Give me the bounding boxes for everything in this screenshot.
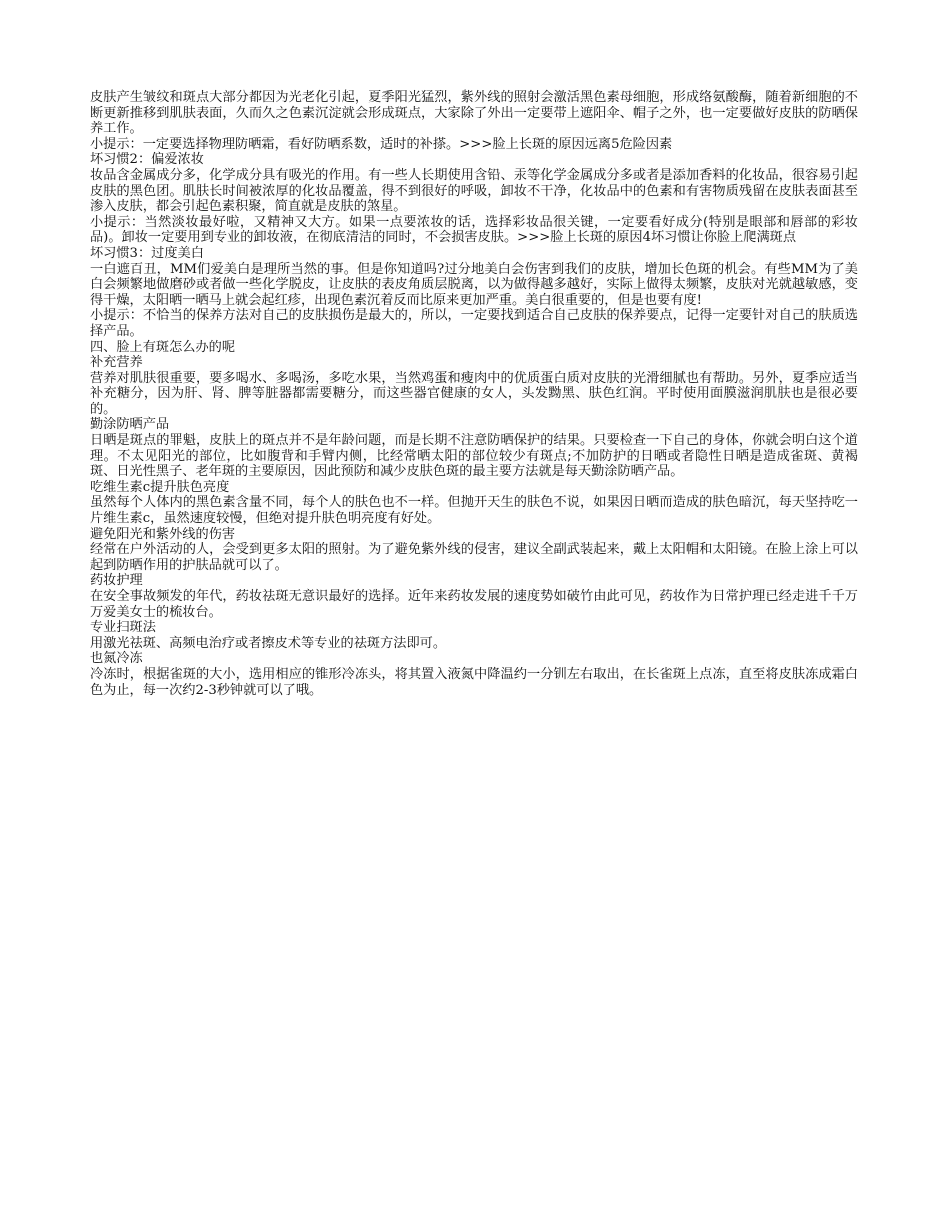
heading-bad-habit-3: 坏习惯3：过度美白 [90,245,204,261]
heading-section-4: 四、脸上有斑怎么办的呢 [90,339,236,355]
tip-skincare: 小提示：不恰当的保养方法对自己的皮肤损伤是最大的，所以，一定要找到适合自己皮肤的保养要点，记得一定要针对自己的肤质选择产品。 [90,308,858,339]
heading-avoid-uv: 避免阳光和紫外线的伤害 [90,526,236,542]
tip-sunscreen: 小提示：一定要选择物理防晒霜，看好防晒系数，适时的补搽。>>>脸上长斑的原因远离5危险因素 [90,136,673,152]
paragraph-cryotherapy: 冷冻时，根据雀斑的大小，选用相应的锥形冷冻头，将其置入液氮中降温约一分钏左右取出，在长雀斑上点冻，直至将皮肤冻成霜白色为止，每一次约2-3秒钟就可以了哦。 [90,666,858,698]
paragraph-avoid-uv: 经常在户外活动的人，会受到更多太阳的照射。为了避免紫外线的侵害，建议全副武装起来，戴上太阳帽和太阳镜。在脸上涂上可以起到防晒作用的护肤品就可以了。 [90,542,858,573]
document-body [90,90,858,698]
paragraph-cosmeceutical: 在安全事故频发的年代，药妆祛斑无意识最好的选择。近年来药妆发展的速度势如破竹由此可见，药妆作为日常护理已经走进千千万万爱美女士的梳妆台。 [90,589,858,620]
paragraph-vitamin-c: 虽然每个人体内的黑色素含量不同，每个人的肤色也不一样。但抛开天生的肤色不说，如果因日晒而造成的肤色暗沉，每天坚持吃一片维生素c，虽然速度较慢，但绝对提升肤色明亮度有好处。 [90,495,858,527]
paragraph-photoaging: 皮肤产生皱纹和斑点大部分都因为光老化引起，夏季阳光猛烈，紫外线的照射会激活黑色素母细胞，形成络氨酸酶，随着新细胞的不断更新推移到肌肤表面，久而久之色素沉淀就会形成斑点，大家除了外出一定要带上遮阳伞、帽子之外，也一定要做好皮肤的防晒保养工作。 [90,90,858,137]
paragraph-sunscreen: 日晒是斑点的罪魁，皮肤上的斑点并不是年龄问题，而是长期不注意防晒保护的结果。只要检查一下自己的身体，你就会明白这个道理。不太见阳光的部位，比如腹背和手臂内侧，比经常晒太阳的部位较少有斑点;不加防护的日晒或者隐性日晒是造成雀斑、黄褐斑、日光性黑子、老年斑的主要原因，因此预防和减少皮肤色斑的最主要方法就是每天勤涂防晒产品。 [90,433,858,480]
paragraph-professional: 用激光祛斑、高频电治疗或者擦皮术等专业的祛斑方法即可。 [90,635,447,651]
heading-cryotherapy: 也氮冷冻 [90,651,143,667]
paragraph-nutrition: 营养对肌肤很重要，要多喝水、多喝汤，多吃水果，当然鸡蛋和瘦肉中的优质蛋白质对皮肤的光滑细腻也有帮助。另外，夏季应适当补充糖分，因为肝、肾、脾等脏器都需要糖分，而这些器官健康的女人，头发黝黑、肤色红润。平时使用面膜滋润肌肤也是很必要的。 [90,370,858,417]
paragraph-over-whitening: 一白遮百丑，MM们爱美白是理所当然的事。但是你知道吗?过分地美白会伤害到我们的皮肤，增加长色斑的机会。有些MM为了美白会频繁地做磨砂或者做一些化学脱皮，让皮肤的表皮角质层脱离，以为做得越多越好，实际上做得太频繁，皮肤对光就越敏感，变得干燥，太阳晒一晒马上就会起红疹，出现色素沉着反而比原来更加严重。美白很重要的，但是也要有度! [90,261,858,308]
paragraph-heavy-makeup: 妆品含金属成分多，化学成分具有吸光的作用。有一些人长期使用含铅、汞等化学金属成分多或者是添加香料的化妆品，很容易引起皮肤的黑色团。肌肤长时间被浓厚的化妆品覆盖，得不到很好的呼吸，卸妆不干净，化妆品中的色素和有害物质残留在皮肤表面甚至渗入皮肤，都会引起色素积聚，简直就是皮肤的煞星。 [90,167,858,215]
heading-cosmeceutical: 药妆护理 [90,573,143,589]
tip-light-makeup: 小提示：当然淡妆最好啦，又精神又大方。如果一点要浓妆的话，选择彩妆品很关键，一定要看好成分(特别是眼部和唇部的彩妆品)。卸妆一定要用到专业的卸妆液，在彻底清洁的同时，不会损害皮肤。>>>脸上长斑的原因4坏习惯让你脸上爬满斑点 [90,214,858,246]
heading-nutrition: 补充营养 [90,355,143,371]
heading-sunscreen: 勤涂防晒产品 [90,417,170,433]
heading-vitamin-c: 吃维生素c提升肤色亮度 [90,479,230,495]
heading-professional: 专业扫斑法 [90,620,156,636]
heading-bad-habit-2: 坏习惯2：偏爱浓妆 [90,152,204,168]
